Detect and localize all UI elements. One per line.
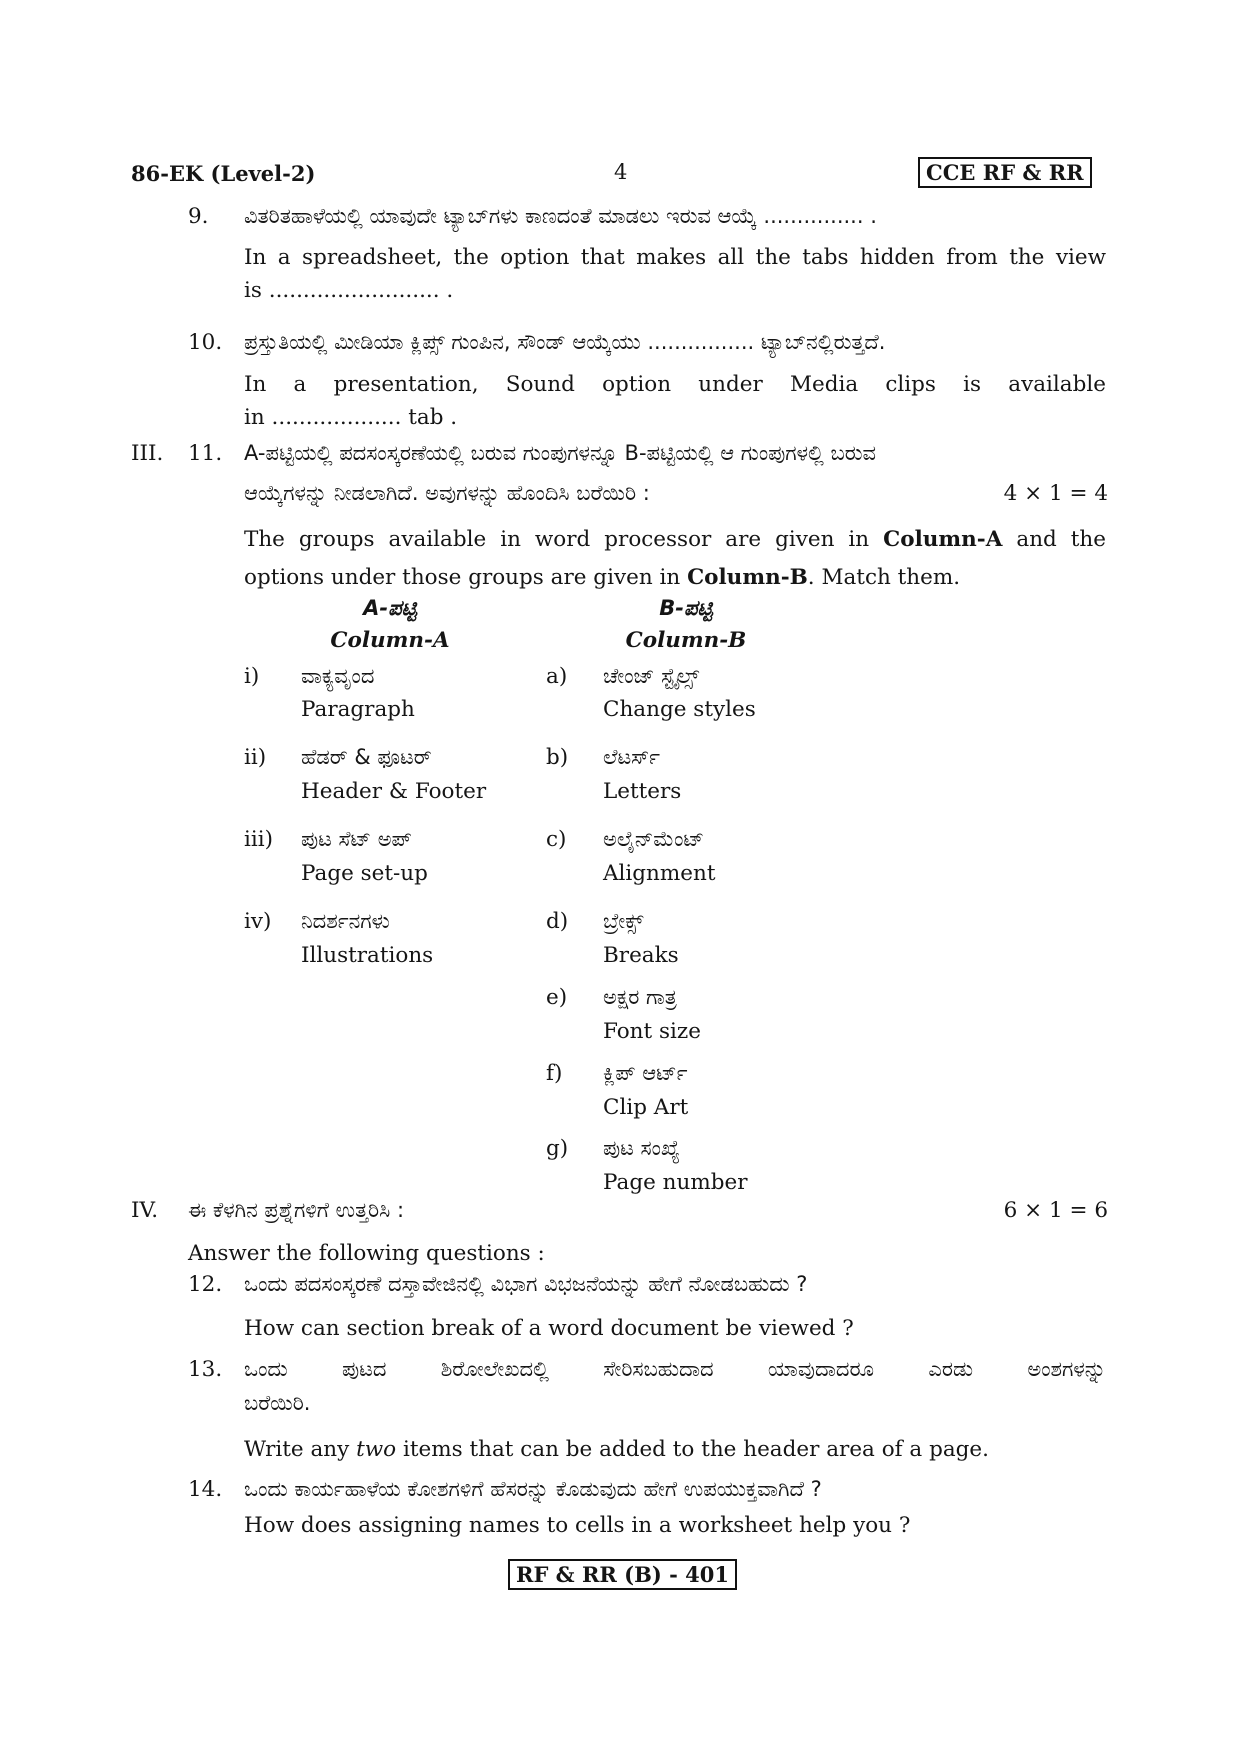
q11-english-line2-a: options under those groups are given in — [244, 565, 688, 590]
col-a-en: Header & Footer — [301, 779, 487, 804]
q11-number: 11. — [188, 441, 223, 466]
col-b-en: Alignment — [603, 861, 716, 886]
col-b-label: e) — [546, 985, 568, 1010]
q11-marks: 4 × 1 = 4 — [1003, 481, 1108, 506]
section-4-marks: 6 × 1 = 6 — [1003, 1198, 1108, 1223]
q12-kannada: ಒಂದು ಪದಸಂಸ್ಕರಣೆ ದಸ್ತಾವೇಜಿನಲ್ಲಿ ವಿಭಾಗ ವಿಭಜನೆಯನ್ನು ಹೇಗೆ ನೋಡಬಹುದು ? — [244, 1272, 808, 1296]
col-b-kn: ಅಲೈನ್‌ಮೆಂಟ್ — [603, 827, 704, 851]
col-b-label: b) — [546, 745, 569, 770]
section-3-roman: III. — [131, 441, 164, 466]
q13-english-c: items that can be added to the header area of a page. — [396, 1437, 989, 1462]
col-b-kn: ಪುಟ ಸಂಖ್ಯೆ — [603, 1136, 680, 1160]
footer-code-box: RF & RR (B) - 401 — [508, 1559, 737, 1590]
col-a-en: Page set-up — [301, 861, 428, 886]
q13-kannada-line2: ಬರೆಯಿರಿ. — [244, 1391, 311, 1415]
col-a-label: ii) — [244, 745, 267, 770]
q10-english-line1: In a presentation, Sound option under Media clips is available — [244, 372, 1106, 397]
section-4-kannada: ಈ ಕೆಳಗಿನ ಪ್ರಶ್ನೆಗಳಿಗೆ ಉತ್ತರಿಸಿ : — [188, 1198, 405, 1222]
col-b-label: f) — [546, 1061, 563, 1086]
q13-english — [244, 1437, 989, 1462]
page-number: 4 — [614, 160, 628, 184]
col-b-en: Letters — [603, 779, 682, 804]
col-b-label: g) — [546, 1136, 569, 1161]
col-a-en: Paragraph — [301, 697, 415, 722]
col-b-label: a) — [546, 664, 568, 689]
col-b-label: d) — [546, 909, 569, 934]
q14-english: How does assigning names to cells in a worksheet help you ? — [244, 1513, 911, 1538]
q11-english-line2-c: . Match them. — [807, 565, 961, 590]
col-b-en: Breaks — [603, 943, 679, 968]
col-a-kn: ಹೆಡರ್ & ಫೂಟರ್ — [301, 745, 432, 769]
q11-english-line2 — [244, 565, 960, 590]
q13-kannada-line1: ಒಂದು ಪುಟದ ಶಿರೋಲೇಖದಲ್ಲಿ ಸೇರಿಸಬಹುದಾದ ಯಾವುದಾದರೂ ಎರಡು ಅಂಶಗಳನ್ನು — [244, 1357, 1106, 1381]
q11-kannada-line2: ಆಯ್ಕೆಗಳನ್ನು ನೀಡಲಾಗಿದೆ. ಅವುಗಳನ್ನು ಹೊಂದಿಸಿ ಬರೆಯಿರಿ : — [244, 481, 650, 505]
q11-english-line1-c: and the — [1002, 527, 1106, 552]
q13-number: 13. — [188, 1357, 223, 1382]
q9-number: 9. — [188, 204, 209, 229]
series-box: CCE RF & RR — [918, 157, 1092, 188]
col-b-en: Font size — [603, 1019, 701, 1044]
section-4-english: Answer the following questions : — [188, 1241, 545, 1266]
col-b-kn: ಕ್ಲಿಪ್ ಆರ್ಟ್ — [603, 1061, 688, 1085]
q14-kannada: ಒಂದು ಕಾರ್ಯಹಾಳೆಯ ಕೋಶಗಳಿಗೆ ಹೆಸರನ್ನು ಕೊಡುವುದು ಹೇಗೆ ಉಪಯುಕ್ತವಾಗಿದೆ ? — [244, 1477, 822, 1501]
q10-kannada: ಪ್ರಸ್ತುತಿಯಲ್ಲಿ ಮೀಡಿಯಾ ಕ್ಲಿಪ್ಸ್ ಗುಂಪಿನ, ಸೌಂಡ್ ಆಯ್ಕೆಯು ................ ಟ್ಯಾಬ್‌ನಲ್ಲಿರುತ್ತದೆ. — [244, 330, 886, 354]
section-4-roman: IV. — [131, 1198, 159, 1223]
q10-english-line2: in ................... tab . — [244, 405, 458, 430]
column-b-kn-heading: B-ಪಟ್ಟಿ — [659, 596, 713, 620]
col-b-kn: ಬ್ರೇಕ್ಸ್ — [603, 909, 644, 933]
col-b-kn: ಅಕ್ಷರ ಗಾತ್ರ — [603, 985, 677, 1009]
q9-english-line2: is ......................... . — [244, 278, 454, 303]
col-b-label: c) — [546, 827, 567, 852]
col-a-label: i) — [244, 664, 260, 689]
col-a-kn: ಪುಟ ಸೆಟ್ ಅಪ್ — [301, 827, 412, 851]
q9-english-line1: In a spreadsheet, the option that makes all the tabs hidden from the view — [244, 245, 1106, 270]
col-a-kn: ವಾಕ್ಯವೃಂದ — [301, 664, 375, 688]
column-a-en-heading: Column-A — [330, 628, 450, 653]
col-a-label: iii) — [244, 827, 274, 852]
q11-english-line1-a: The groups available in word processor are given in — [244, 527, 884, 552]
q12-english: How can section break of a word document be viewed ? — [244, 1316, 854, 1341]
q13-english-emphasis: two — [356, 1437, 397, 1462]
column-b-en-heading: Column-B — [625, 628, 747, 653]
q11-english-column-b: Column-B — [687, 565, 808, 590]
q11-kannada-line1: A-ಪಟ್ಟಿಯಲ್ಲಿ ಪದಸಂಸ್ಕರಣೆಯಲ್ಲಿ ಬರುವ ಗುಂಪುಗಳನ್ನೂ B-ಪಟ್ಟಿಯಲ್ಲಿ ಆ ಗುಂಪುಗಳಲ್ಲಿ ಬರುವ — [244, 441, 877, 465]
q9-kannada: ವಿತರಿತಹಾಳೆಯಲ್ಲಿ ಯಾವುದೇ ಟ್ಯಾಬ್‌ಗಳು ಕಾಣದಂತೆ ಮಾಡಲು ಇರುವ ಆಯ್ಕೆ ............... . — [244, 204, 877, 228]
col-b-en: Change styles — [603, 697, 756, 722]
col-a-kn: ನಿದರ್ಶನಗಳು — [301, 909, 390, 933]
q14-number: 14. — [188, 1477, 223, 1502]
q10-number: 10. — [188, 330, 223, 355]
col-b-kn: ಚೇಂಜ್ ಸ್ಟೈಲ್ಸ್ — [603, 664, 700, 688]
q12-number: 12. — [188, 1272, 223, 1297]
column-a-kn-heading: A-ಪಟ್ಟಿ — [363, 596, 417, 620]
col-a-label: iv) — [244, 909, 272, 934]
col-b-kn: ಲೆಟರ್ಸ್ — [603, 745, 660, 769]
q11-english-column-a: Column-A — [883, 527, 1003, 552]
col-b-en: Clip Art — [603, 1095, 689, 1120]
paper-code: 86-EK (Level-2) — [131, 161, 316, 186]
col-a-en: Illustrations — [301, 943, 434, 968]
q13-english-a: Write any — [244, 1437, 357, 1462]
q11-english-line1 — [244, 527, 1106, 552]
col-b-en: Page number — [603, 1170, 748, 1195]
